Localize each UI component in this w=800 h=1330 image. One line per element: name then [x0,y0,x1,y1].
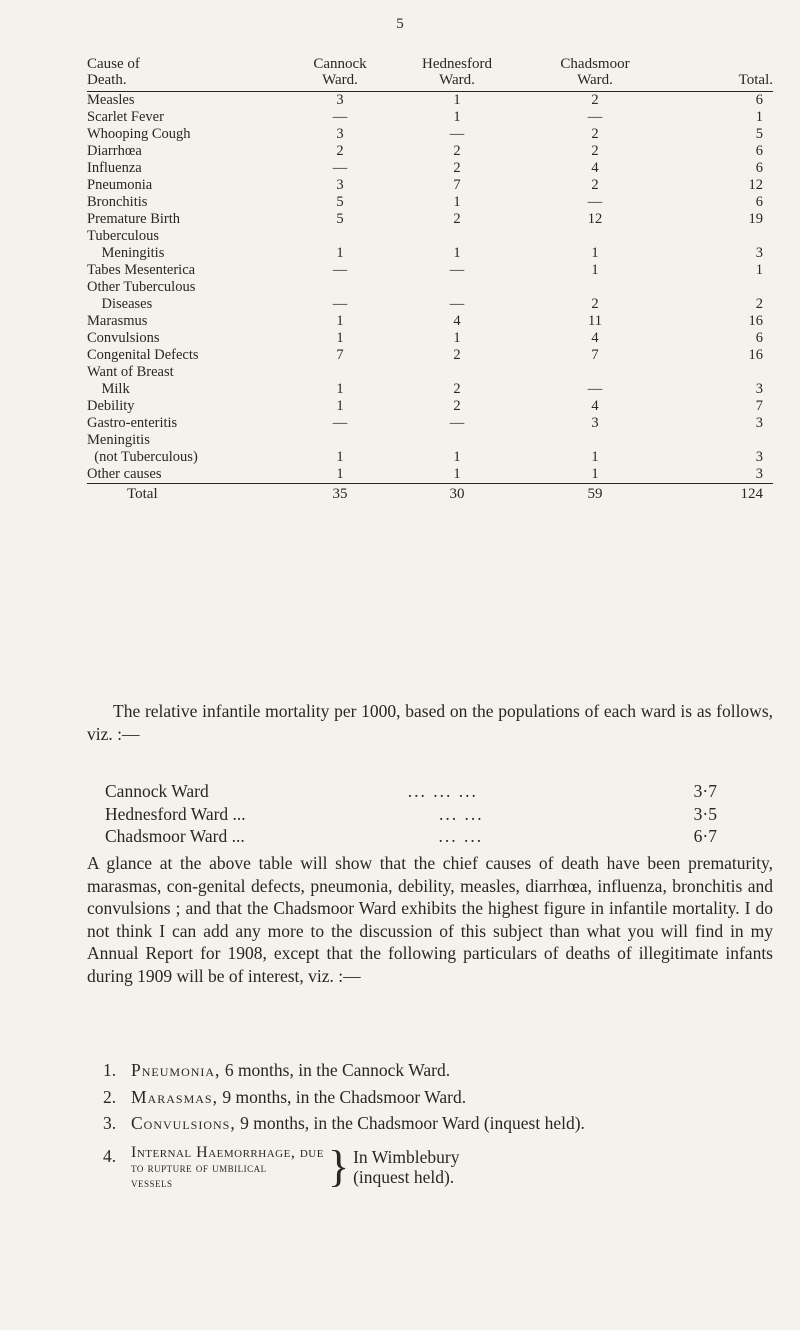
paragraph-discussion: A glance at the above table will show that the chief causes of death have been prematurity, marasmas, con-genital defects, pneumonia, debility, measles, diarrhœa, influenza, bronchitis and convulsions ; and that the Chadsmoor Ward exhibits the highest figure in infantile mortality. I do not think I can add any more to the discussion of this subject than what you will find in my Annual Report for 1908, except that the following particulars of deaths of illegitimate infants during 1909 will be of interest, viz. :— [87,853,773,986]
table-row [87,109,773,126]
cell-cannock: 1 [336,245,344,261]
cell-cause: Marasmus [87,313,148,329]
cell-total: 6 [755,143,763,159]
cell-cannock: 1 [336,330,344,346]
item-title: Internal Haemorrhage, due to rupture of umbilical vessels [131,1143,324,1190]
ward-value: 3·7 [693,781,717,801]
table-row [87,228,773,262]
cell-cannock: — [332,296,348,312]
header-chadsmoor: Chadsmoor Ward. [560,56,630,88]
header-cannock: Cannock Ward. [313,56,367,88]
item-text: 6 months, in the Cannock Ward. [220,1060,451,1080]
item-title: Convulsions, [131,1113,236,1133]
list-item [103,1112,773,1135]
ward-row [105,825,717,848]
cell-cannock: 3 [336,126,344,142]
cell-total: 16 [748,313,763,329]
cell-cannock: 3 [336,177,344,193]
item-number: 2. [103,1086,117,1107]
cell-hednesford: — [449,262,465,278]
cell-total: 1 [755,262,763,278]
ward-row [105,803,717,826]
cell-hednesford: 1 [453,194,461,210]
cell-total: 3 [755,245,763,261]
paragraph-relative-mortality: The relative infantile mortality per 1000, based on the populations of each ward is as follows, viz. :— [87,701,773,744]
cell-cannock: 1 [336,381,344,397]
ward-value: 6·7 [693,826,717,846]
ward-leader-dots: ... ... [438,826,484,846]
cell-cannock: 2 [336,143,344,159]
cell-total: 16 [748,347,763,363]
table-row [87,92,773,110]
cell-total: 3 [755,466,763,482]
item-title: Marasmas, [131,1086,218,1107]
ward-mortality-list [105,780,717,848]
cell-cannock: 3 [336,92,344,108]
header-hednesford: Hednesford Ward. [422,56,492,88]
ward-leader-dots: ... ... ... [407,781,478,801]
cell-total: 3 [755,415,763,431]
cell-total: 6 [755,194,763,210]
list-item [103,1059,773,1082]
table-row [87,177,773,194]
cell-total: 2 [755,296,763,312]
cell-cause: Scarlet Fever [87,109,164,125]
cell-cause: Other Tuberculous Diseases [87,279,196,312]
total-chadsmoor: 59 [587,486,603,502]
cell-cannock: 1 [336,449,344,465]
item-text: 9 months, in the Chadsmoor Ward (inquest held). [235,1113,585,1133]
cell-chadsmoor: 2 [591,296,599,312]
cell-cannock: 5 [336,211,344,227]
cell-cause: Diarrhœa [87,143,142,159]
table-row [87,347,773,364]
cell-hednesford: 2 [453,160,461,176]
cell-cause: Want of Breast Milk [87,364,174,397]
ward-name: Hednesford Ward ... [105,803,246,824]
cell-cannock: 1 [336,398,344,414]
cell-chadsmoor: — [587,194,603,210]
ward-leader-dots: ... ... [439,803,484,824]
cell-total: 12 [748,177,763,193]
cell-hednesford: 1 [453,245,461,261]
item-title: Pneumonia, [131,1060,221,1080]
total-total: 124 [740,486,763,502]
cell-hednesford: 2 [453,347,461,363]
cell-cause: Gastro-enteritis [87,415,178,431]
cell-chadsmoor: 1 [591,449,599,465]
cell-hednesford: 2 [453,398,461,414]
cell-chadsmoor: — [587,109,603,125]
cell-hednesford: 4 [453,313,461,329]
cell-hednesford: — [449,126,465,142]
cell-chadsmoor: — [587,381,603,397]
cell-cause: Premature Birth [87,211,181,227]
ward-value: 3·5 [693,803,717,824]
list-item [103,1142,773,1191]
table-row [87,432,773,466]
cell-cannock: 5 [336,194,344,210]
item-number: 1. [103,1060,117,1080]
cell-cannock: 1 [336,466,344,482]
cell-cause: Convulsions [87,330,160,346]
cell-cannock: 7 [336,347,344,363]
table-row [87,194,773,211]
cell-cause: Debility [87,398,135,414]
item-text: In Wimblebury (inquest held). [353,1147,460,1187]
table-row [87,466,773,484]
cell-chadsmoor: 4 [591,330,599,346]
table-header-row [87,56,773,92]
item-number: 3. [103,1113,117,1133]
table-row [87,330,773,347]
cell-total: 7 [755,398,763,414]
cell-cause: Tabes Mesenterica [87,262,196,278]
ward-row [105,780,717,803]
cell-chadsmoor: 2 [591,92,599,108]
cell-total: 6 [755,92,763,108]
table-row [87,126,773,143]
cell-chadsmoor: 1 [591,262,599,278]
cell-hednesford: 1 [453,330,461,346]
cell-cause: Meningitis (not Tuberculous) [87,432,198,465]
table-total-row [87,484,773,504]
mortality-table [87,56,773,503]
cell-chadsmoor: 12 [587,211,603,227]
cell-hednesford: 2 [453,211,461,227]
cell-chadsmoor: 4 [591,398,599,414]
cell-hednesford: 1 [453,449,461,465]
cell-chadsmoor: 2 [591,177,599,193]
cell-total: 6 [755,330,763,346]
cell-cannock: — [332,109,348,125]
cell-chadsmoor: 7 [591,347,599,363]
cell-hednesford: — [449,296,465,312]
cell-total: 3 [755,449,763,465]
cell-chadsmoor: 1 [591,466,599,482]
cell-chadsmoor: 2 [591,143,599,159]
cell-cause: Pneumonia [87,177,153,193]
cell-hednesford: 1 [453,466,461,482]
item-number: 4. [103,1145,117,1166]
cell-hednesford: 1 [453,109,461,125]
cell-cause: Congenital Defects [87,347,199,363]
page-number: 5 [396,16,404,32]
cell-cannock: 1 [336,313,344,329]
item-text: 9 months, in the Chadsmoor Ward. [217,1086,467,1107]
cell-chadsmoor: 3 [591,415,599,431]
cell-hednesford: 7 [453,177,461,193]
table-row [87,398,773,415]
cell-hednesford: — [449,415,465,431]
cell-total: 3 [755,381,763,397]
cell-hednesford: 2 [453,143,461,159]
table-row [87,160,773,177]
cell-chadsmoor: 11 [588,313,602,329]
total-hednesford: 30 [449,486,465,502]
table-row [87,211,773,228]
cell-cannock: — [332,160,348,176]
table-row [87,313,773,330]
cell-cause: Influenza [87,160,142,176]
ward-name: Chadsmoor Ward ... [105,826,245,846]
header-total: Total. [738,72,773,88]
total-label: Total [127,486,158,502]
ward-name: Cannock Ward [105,781,209,801]
cell-cause: Measles [87,92,135,108]
table-row [87,415,773,432]
cell-total: 1 [755,109,763,125]
cell-cannock: — [332,415,348,431]
cell-hednesford: 1 [453,92,461,108]
cell-chadsmoor: 4 [591,160,599,176]
right-brace-icon: } [327,1142,350,1191]
cell-cause: Bronchitis [87,194,148,210]
cell-cause: Tuberculous Meningitis [87,228,165,261]
cell-cause: Other causes [87,466,162,482]
cell-total: 6 [755,160,763,176]
cell-total: 5 [755,126,763,142]
cell-chadsmoor: 2 [591,126,599,142]
table-row [87,143,773,160]
table-row [87,364,773,398]
table-row [87,262,773,279]
cell-hednesford: 2 [453,381,461,397]
cell-cause: Whooping Cough [87,126,191,142]
list-item [103,1086,773,1109]
cell-total: 19 [748,211,763,227]
header-cause: Cause of Death. [87,56,140,88]
total-cannock: 35 [332,486,348,502]
illegitimate-deaths-list [103,1059,773,1194]
cell-cannock: — [332,262,348,278]
table-row [87,279,773,313]
cell-chadsmoor: 1 [591,245,599,261]
